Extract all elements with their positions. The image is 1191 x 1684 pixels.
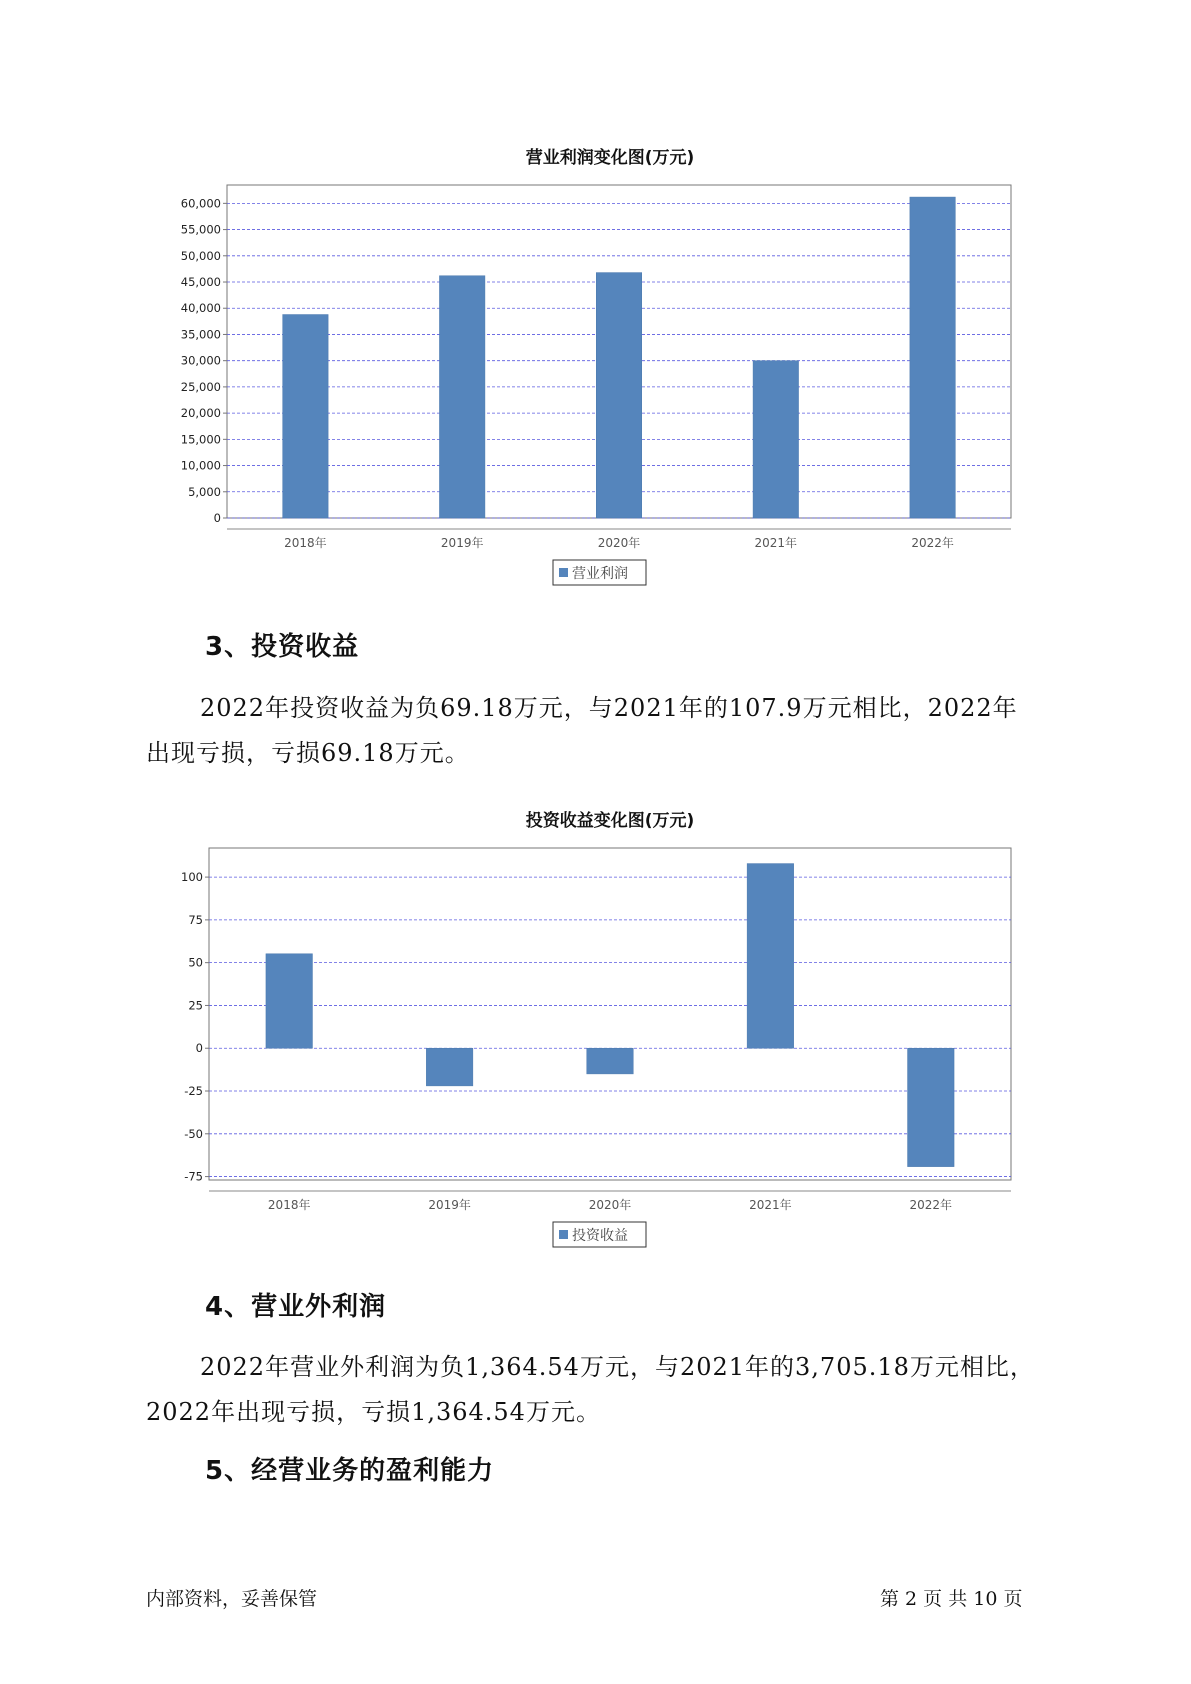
bar bbox=[426, 1048, 473, 1086]
section-4-paragraph bbox=[146, 1345, 1046, 1435]
y-tick-label: 35,000 bbox=[180, 327, 221, 342]
legend-label: 营业利润 bbox=[572, 566, 628, 582]
footer-confidential: 内部资料，妥善保管 bbox=[146, 1588, 318, 1610]
y-tick-label: 40,000 bbox=[180, 301, 221, 316]
bar bbox=[910, 197, 955, 518]
bar bbox=[753, 361, 798, 518]
legend-swatch bbox=[559, 568, 568, 577]
bar bbox=[283, 315, 328, 518]
x-tick-label: 2019年 bbox=[440, 536, 484, 550]
bar bbox=[439, 276, 484, 518]
x-tick-label: 2018年 bbox=[284, 536, 327, 550]
section-4-line-1: 2022年营业外利润为负1,364.54万元，与2021年的3,705.18万元相比， bbox=[200, 1353, 1035, 1381]
legend-swatch bbox=[559, 1230, 568, 1239]
y-tick-label: 50 bbox=[188, 955, 203, 970]
y-tick-label: 100 bbox=[181, 870, 203, 885]
y-tick-label: 45,000 bbox=[180, 275, 221, 290]
x-tick-label: 2019年 bbox=[428, 1198, 471, 1212]
section-4-heading: 4、营业外利润 bbox=[205, 1292, 387, 1322]
y-tick-label: 0 bbox=[195, 1041, 203, 1056]
y-tick-label: -50 bbox=[184, 1126, 203, 1141]
plot-area bbox=[209, 848, 1011, 1180]
operating-profit-chart bbox=[150, 175, 1050, 595]
y-tick-label: 25 bbox=[188, 998, 203, 1013]
y-tick-label: 20,000 bbox=[180, 406, 221, 421]
bar bbox=[587, 1048, 634, 1074]
bar bbox=[266, 954, 313, 1048]
y-tick-label: 75 bbox=[188, 912, 203, 927]
legend-label: 投资收益 bbox=[572, 1228, 628, 1244]
y-tick-label: 25,000 bbox=[180, 379, 221, 394]
x-tick-label: 2020年 bbox=[588, 1198, 632, 1212]
bar bbox=[908, 1048, 955, 1166]
section-4-line-2: 2022年出现亏损，亏损1,364.54万元。 bbox=[146, 1398, 601, 1426]
section-3-heading: 3、投资收益 bbox=[205, 632, 360, 662]
x-tick-label: 2018年 bbox=[267, 1198, 311, 1212]
y-tick-label: 5,000 bbox=[188, 484, 221, 499]
section-3-paragraph bbox=[146, 686, 1046, 776]
x-tick-label: 2021年 bbox=[749, 1198, 792, 1212]
y-tick-label: 30,000 bbox=[180, 353, 221, 368]
y-tick-label: 0 bbox=[213, 511, 221, 525]
bar bbox=[596, 273, 641, 518]
section-5-heading: 5、经营业务的盈利能力 bbox=[205, 1456, 495, 1486]
section-3-line-1: 2022年投资收益为负69.18万元，与2021年的107.9万元相比，2022年 bbox=[200, 694, 1018, 722]
x-tick-label: 2022年 bbox=[911, 536, 954, 550]
chart2-title: 投资收益变化图(万元) bbox=[525, 811, 695, 831]
section-3-line-2: 出现亏损，亏损69.18万元。 bbox=[146, 739, 470, 767]
x-tick-label: 2022年 bbox=[909, 1198, 953, 1212]
y-tick-label: 50,000 bbox=[180, 248, 221, 263]
chart1-title: 营业利润变化图(万元) bbox=[525, 148, 695, 168]
y-tick-label: 60,000 bbox=[180, 196, 221, 211]
y-tick-label: -25 bbox=[184, 1084, 203, 1099]
y-tick-label: 10,000 bbox=[180, 458, 221, 473]
y-tick-label: -75 bbox=[184, 1169, 203, 1184]
x-tick-label: 2020年 bbox=[597, 536, 641, 550]
x-tick-label: 2021年 bbox=[754, 536, 798, 550]
bar bbox=[747, 864, 794, 1049]
footer-page-number: 第 2 页 共 10 页 bbox=[880, 1588, 1023, 1610]
y-tick-label: 15,000 bbox=[180, 432, 221, 447]
y-tick-label: 55,000 bbox=[180, 222, 221, 237]
investment-income-chart bbox=[150, 838, 1050, 1258]
